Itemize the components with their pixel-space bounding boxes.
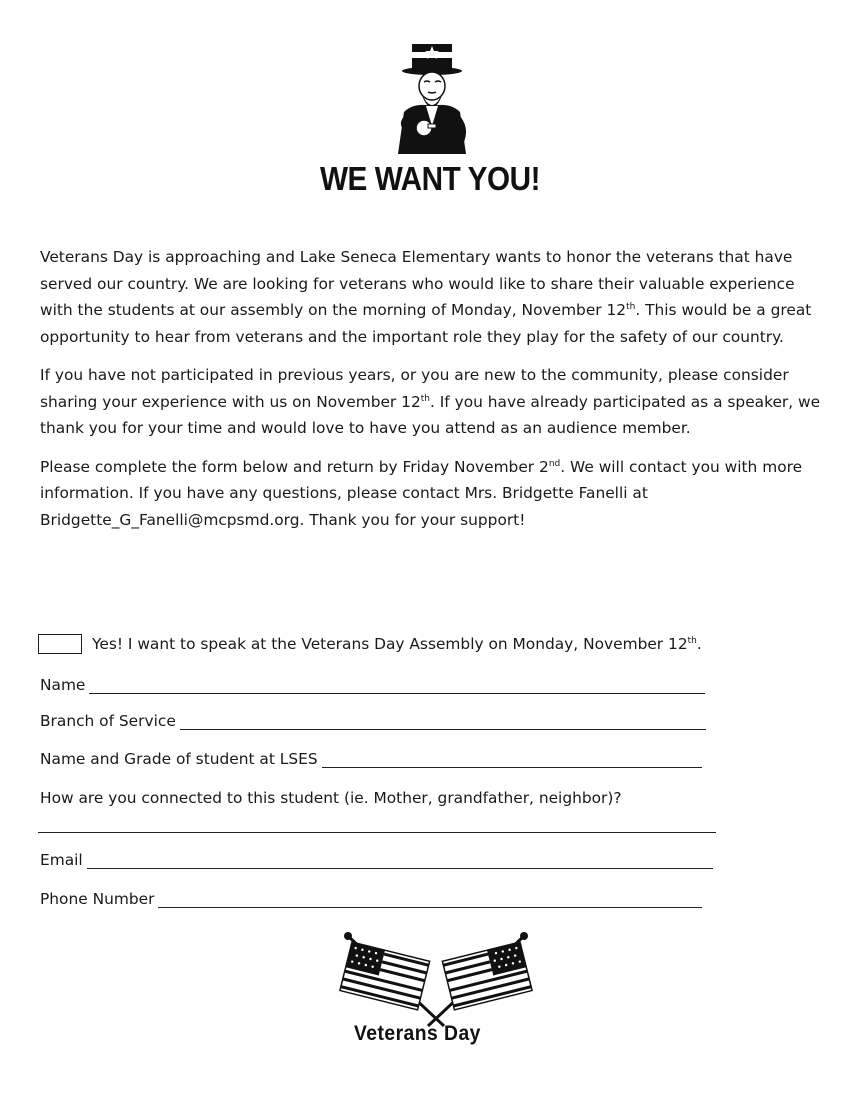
ordinal-suffix: nd: [548, 458, 561, 469]
email-field[interactable]: [87, 852, 713, 869]
name-field[interactable]: [89, 677, 705, 694]
paragraph-text: . This would be a great opportunity to hear from veterans and the important role they play for the safety of our country.: [40, 301, 812, 346]
veterans-day-caption: Veterans Day: [354, 1022, 481, 1045]
checkbox-text: Yes! I want to speak at the Veterans Day Assembly on Monday, November 12: [92, 635, 688, 653]
phone-field-row: [40, 890, 702, 908]
phone-label: Phone Number: [40, 890, 155, 908]
connection-field[interactable]: [38, 832, 716, 833]
email-label: Email: [40, 851, 83, 869]
ordinal-suffix: th: [420, 393, 430, 404]
headline: WE WANT YOU!: [319, 160, 541, 197]
letter-body: [40, 244, 830, 545]
email-field-row: [40, 851, 713, 869]
phone-field[interactable]: [158, 891, 702, 908]
paragraph-text: . We will contact you with more information. If you have any questions, please contact Mrs. Bridgette Fanelli at Bridgette_G_Fanelli@mcpsmd.org. Thank you for your support!: [40, 457, 803, 529]
paragraph-text: Please complete the form below and return by Friday November 2: [40, 457, 549, 476]
uncle-sam-pointing-icon: [384, 42, 480, 154]
student-label: Name and Grade of student at LSES: [40, 750, 318, 768]
paragraph-text: . If you have already participated as a speaker, we thank you for your time and would love to have you attend as an audience member.: [40, 392, 821, 437]
ordinal-suffix: th: [687, 635, 697, 646]
paragraph-text: Veterans Day is approaching and Lake Seneca Elementary wants to honor the veterans that have served our country. We are looking for veterans who would like to share their valuable experience with the students at our assembly on the morning of Monday, November 12: [40, 248, 795, 319]
paragraph-instructions: [40, 454, 830, 534]
connection-field-row: [40, 789, 622, 807]
speak-checkbox[interactable]: [38, 634, 82, 654]
speak-checkbox-row: [38, 634, 702, 654]
connection-label: How are you connected to this student (ie. Mother, grandfather, neighbor)?: [40, 789, 622, 807]
ordinal-suffix: th: [626, 301, 636, 312]
student-field-row: [40, 750, 702, 768]
crossed-flags-icon: [326, 928, 546, 1028]
branch-label: Branch of Service: [40, 712, 176, 730]
paragraph-invitation: [40, 244, 830, 350]
checkbox-text: .: [696, 635, 702, 653]
name-field-row: [40, 676, 705, 694]
speak-checkbox-label: [92, 635, 702, 653]
paragraph-text: If you have not participated in previous years, or you are new to the community, please consider sharing your experience with us on November 12: [40, 366, 789, 411]
paragraph-participation: [40, 362, 830, 442]
branch-field-row: [40, 712, 706, 730]
branch-field[interactable]: [180, 713, 706, 730]
name-label: Name: [40, 676, 86, 694]
student-field[interactable]: [322, 751, 702, 768]
